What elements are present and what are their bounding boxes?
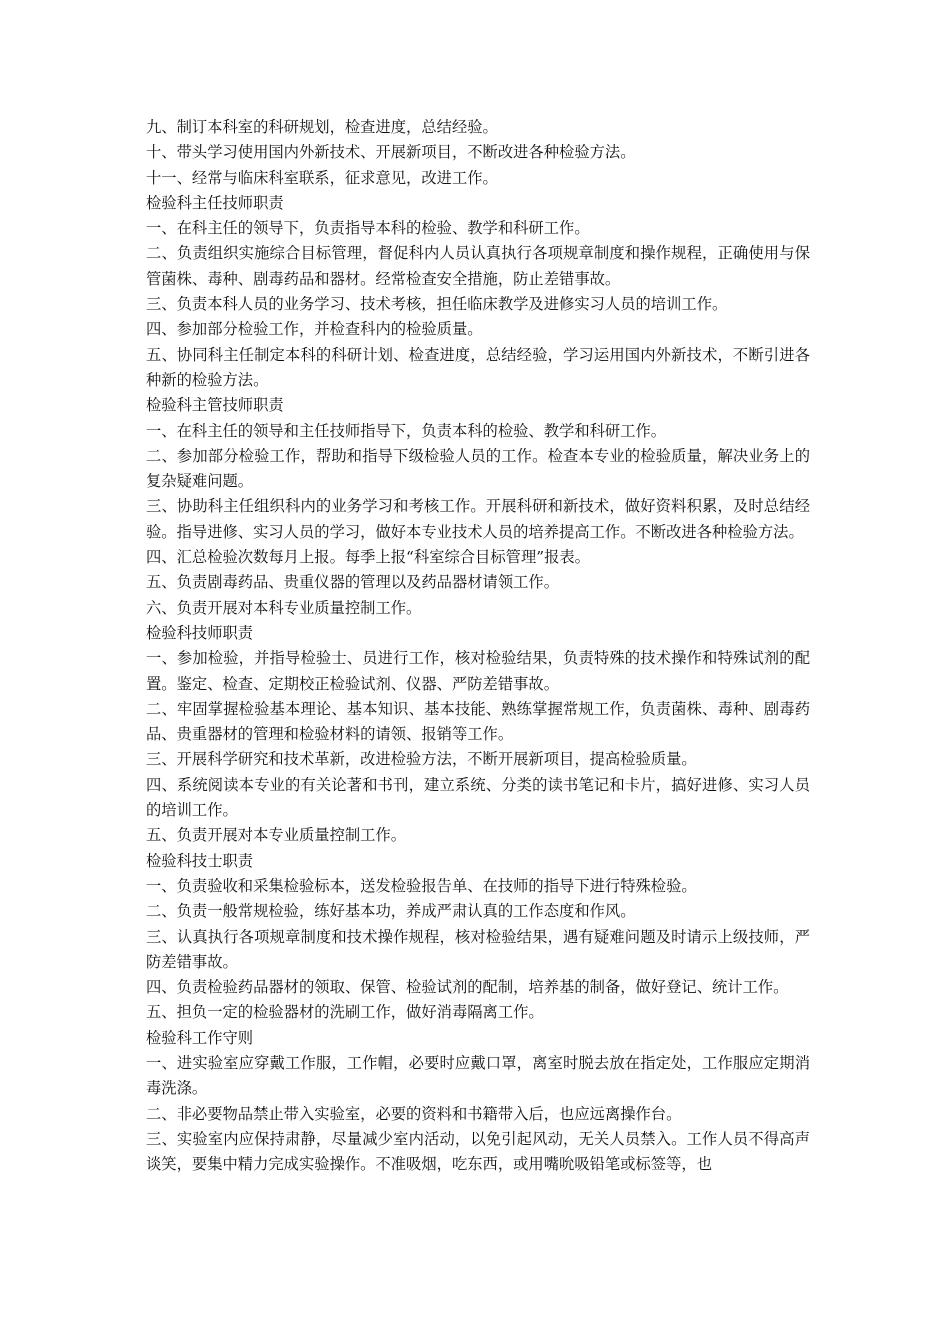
list-item: 五、负责剧毒药品、贵重仪器的管理以及药品器材请领工作。 bbox=[146, 573, 560, 592]
list-item: 一、参加检验，并指导检验士、员进行工作，核对检验结果，负责特殊的技术操作和特殊试剂的配置。鉴定、检查、定期校正检验试剂、仪器、严防差错事故。 bbox=[146, 649, 810, 693]
document-body bbox=[146, 115, 810, 1177]
list-item: 三、协助科主任组织科内的业务学习和考核工作。开展科研和新技术，做好资料积累，及时总结经验。指导进修、实习人员的学习，做好本专业技术人员的培养提高工作。不断改进各种检验方法。 bbox=[146, 497, 810, 541]
list-item: 五、负责开展对本专业质量控制工作。 bbox=[146, 826, 407, 845]
list-item: 三、开展科学研究和技术革新，改进检验方法，不断开展新项目，提高检验质量。 bbox=[146, 750, 697, 769]
list-item: 四、参加部分检验工作，并检查科内的检验质量。 bbox=[146, 320, 483, 339]
list-item: 四、负责检验药品器材的领取、保管、检验试剂的配制，培养基的制备，做好登记、统计工作。 bbox=[146, 978, 789, 997]
list-item: 一、负责验收和采集检验标本，送发检验报告单、在技师的指导下进行特殊检验。 bbox=[146, 876, 697, 895]
list-item: 二、参加部分检验工作，帮助和指导下级检验人员的工作。检查本专业的检验质量，解决业务上的复杂疑难问题。 bbox=[146, 446, 810, 491]
list-item: 十、带头学习使用国内外新技术、开展新项目，不断改进各种检验方法。 bbox=[146, 143, 636, 162]
section-heading: 检验科技师职责 bbox=[146, 623, 254, 642]
list-item: 二、负责组织实施综合目标管理，督促科内人员认真执行各项规章制度和操作规程，正确使用与保管菌株、毒种、剧毒药品和器材。经常检查安全措施，防止差错事故。 bbox=[146, 244, 810, 288]
list-item: 四、系统阅读本专业的有关论著和书刊，建立系统、分类的读书笔记和卡片，搞好进修、实习人员的培训工作。 bbox=[146, 775, 810, 820]
list-item: 二、负责一般常规检验，练好基本功，养成严肃认真的工作态度和作风。 bbox=[146, 902, 636, 921]
list-item: 三、实验室内应保持肃静，尽量减少室内活动，以免引起风动，无关人员禁入。工作人员不得高声谈笑，要集中精力完成实验操作。不准吸烟，吃东西，或用嘴吮吸铅笔或标签等，也 bbox=[146, 1129, 810, 1174]
list-item: 一、进实验室应穿戴工作服，工作帽，必要时应戴口罩，离室时脱去放在指定处，工作服应定期消毒洗涤。 bbox=[146, 1053, 810, 1098]
list-item: 五、担负一定的检验器材的洗刷工作，做好消毒隔离工作。 bbox=[146, 1003, 544, 1022]
section-heading: 检验科主任技师职责 bbox=[146, 193, 284, 212]
list-item: 三、负责本科人员的业务学习、技术考核，担任临床教学及进修实习人员的培训工作。 bbox=[146, 295, 728, 314]
list-item: 六、负责开展对本科专业质量控制工作。 bbox=[146, 598, 422, 617]
list-item: 四、汇总检验次数每月上报。每季上报“科室综合目标管理”报表。 bbox=[146, 548, 590, 567]
section-heading: 检验科主管技师职责 bbox=[146, 396, 284, 415]
list-item: 九、制订本科室的科研规划，检查进度，总结经验。 bbox=[146, 118, 498, 136]
list-item: 五、协同科主任制定本科的科研计划、检查进度，总结经验，学习运用国内外新技术，不断引进各种新的检验方法。 bbox=[146, 345, 810, 389]
list-item: 二、非必要物品禁止带入实验室，必要的资料和书籍带入后，也应远离操作台。 bbox=[146, 1104, 682, 1123]
list-item: 三、认真执行各项规章制度和技术操作规程，核对检验结果，遇有疑难问题及时请示上级技师，严防差错事故。 bbox=[146, 927, 810, 971]
list-item: 一、在科主任的领导下，负责指导本科的检验、教学和科研工作。 bbox=[146, 219, 590, 238]
list-item: 一、在科主任的领导和主任技师指导下，负责本科的检验、教学和科研工作。 bbox=[146, 421, 667, 440]
section-heading: 检验科技士职责 bbox=[146, 851, 254, 870]
list-item: 十一、经常与临床科室联系，征求意见，改进工作。 bbox=[146, 168, 498, 187]
section-heading: 检验科工作守则 bbox=[146, 1028, 254, 1047]
list-item: 二、牢固掌握检验基本理论、基本知识、基本技能、熟练掌握常规工作，负责菌株、毒种、剧毒药品、贵重器材的管理和检验材料的请领、报销等工作。 bbox=[146, 699, 810, 744]
